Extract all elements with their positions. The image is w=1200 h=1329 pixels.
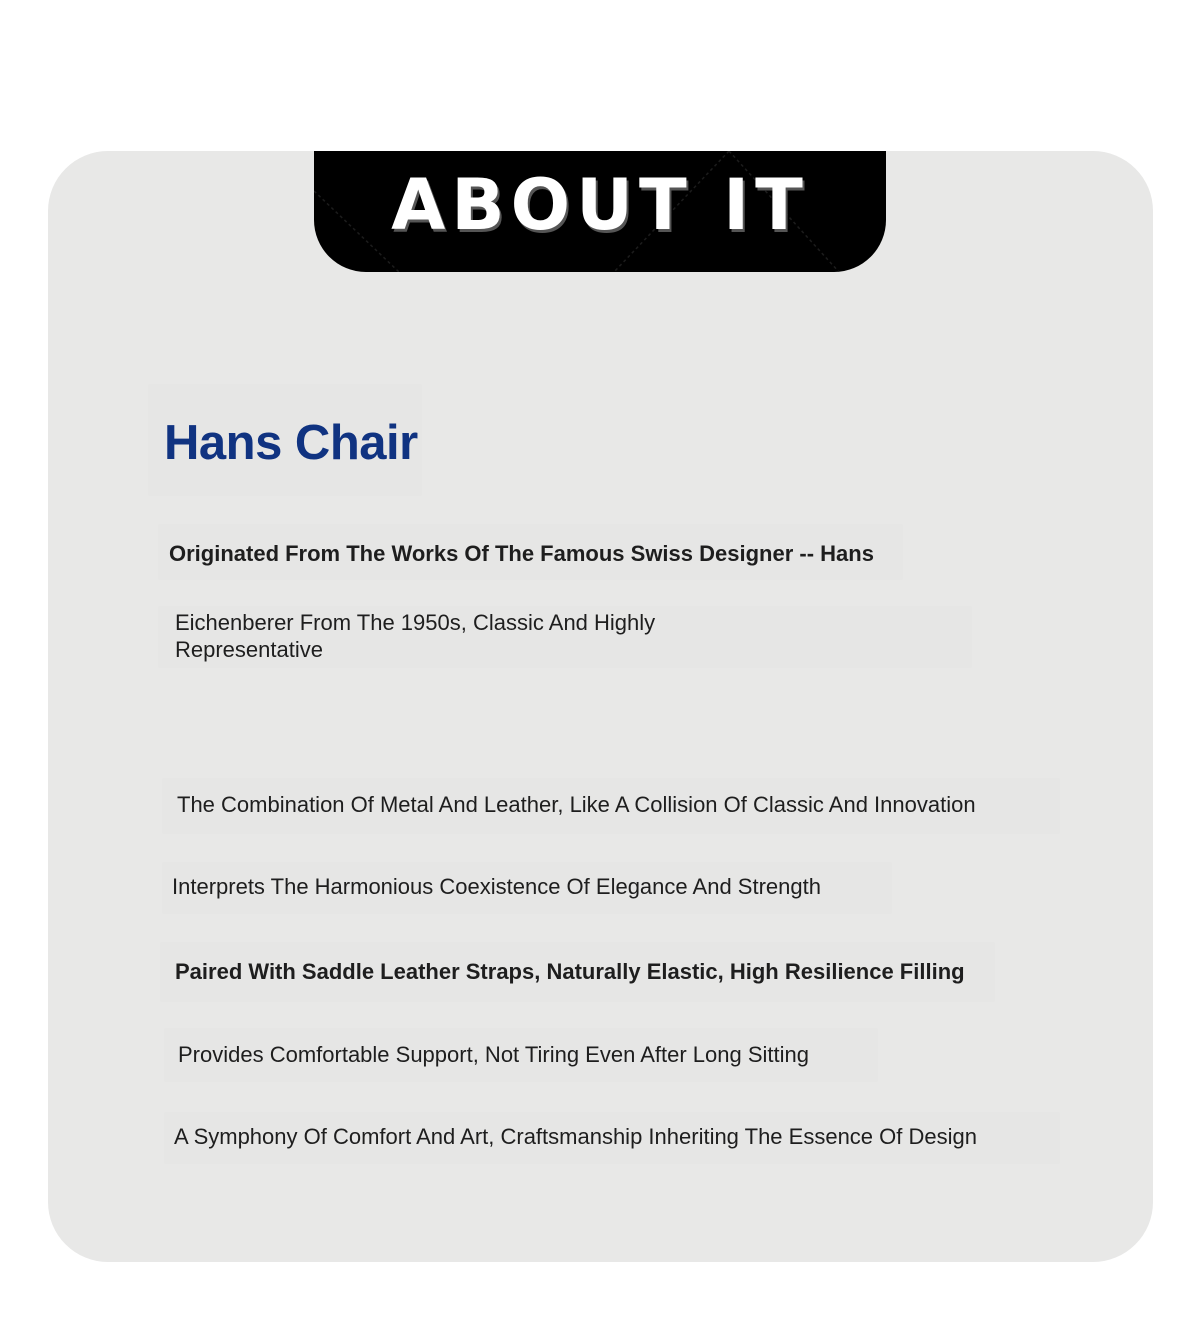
description-line: Paired With Saddle Leather Straps, Naturally Elastic, High Resilience Filling	[175, 959, 965, 984]
description-line: Originated From The Works Of The Famous Swiss Designer -- Hans	[169, 541, 874, 566]
description-line: Interprets The Harmonious Coexistence Of Elegance And Strength	[172, 874, 821, 899]
description-line: The Combination Of Metal And Leather, Like A Collision Of Classic And Innovation	[177, 792, 976, 817]
description-line: Eichenberer From The 1950s, Classic And Highly Representative	[175, 610, 656, 662]
description-line: A Symphony Of Comfort And Art, Craftsmanship Inheriting The Essence Of Design	[174, 1124, 977, 1149]
about-card	[48, 151, 1153, 1262]
about-heading: ABOUT IT	[391, 164, 809, 246]
product-title: Hans Chair	[164, 416, 418, 470]
description-line: Provides Comfortable Support, Not Tiring Even After Long Sitting	[178, 1042, 809, 1067]
